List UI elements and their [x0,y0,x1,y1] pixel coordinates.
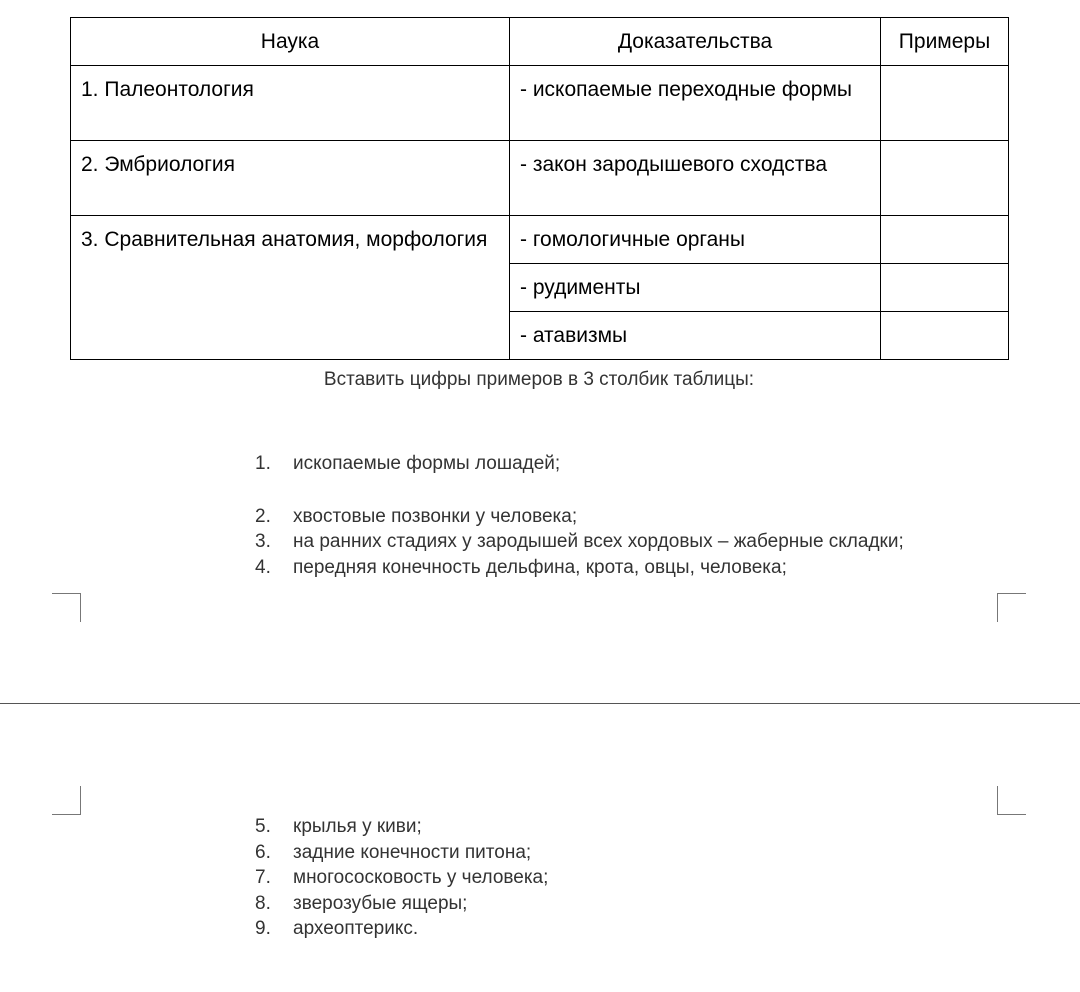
page-corner-mark [52,593,81,622]
evidence-table [70,17,1009,360]
examples-cell[interactable] [881,312,1009,360]
item-text: крылья у киви; [293,816,422,837]
examples-cell[interactable] [881,66,1009,141]
examples-list-page2 [255,814,548,942]
item-number: 1. [255,453,271,474]
item-text: задние конечности питона; [293,841,532,863]
table-row [71,216,1009,264]
examples-cell[interactable] [881,216,1009,264]
item-number: 5. [255,816,271,837]
list-item [255,451,904,477]
header-examples: Примеры [881,18,1009,66]
item-text: ископаемые формы лошадей; [293,453,561,474]
item-text: археоптерикс. [293,918,419,939]
evidence-cell: - закон зародышевого сходства [510,141,881,216]
item-text: зверозубые ящеры; [293,892,468,914]
list-item [255,814,548,840]
item-number: 3. [255,531,271,552]
evidence-cell: - рудименты [510,264,881,312]
item-text: хвостовые позвонки у человека; [293,505,578,527]
table-row [71,141,1009,216]
evidence-cell: - атавизмы [510,312,881,360]
list-item [255,840,548,866]
table-header-row [71,18,1009,66]
item-number: 7. [255,867,271,888]
item-number: 6. [255,841,271,863]
list-item [255,891,548,917]
item-text: многососковость у человека; [293,867,549,888]
table-row [71,66,1009,141]
page-corner-mark [52,786,81,815]
evidence-cell: - ископаемые переходные формы [510,66,881,141]
header-science: Наука [71,18,510,66]
item-text: на ранних стадиях у зародышей всех хордовых – жаберные складки; [293,531,904,552]
item-number: 2. [255,505,271,527]
header-evidence: Доказательства [510,18,881,66]
list-item [255,865,548,891]
science-cell: 2. Эмбриология [71,141,510,216]
page-corner-mark [997,593,1026,622]
list-item [255,529,904,555]
item-number: 9. [255,918,271,939]
instruction-text: Вставить цифры примеров в 3 столбик таблицы: [323,369,755,390]
item-text: передняя конечность дельфина, крота, овцы, человека; [293,556,787,578]
examples-cell[interactable] [881,264,1009,312]
examples-list-page1 [255,451,904,580]
evidence-cell: - гомологичные органы [510,216,881,264]
page-break-line [0,703,1080,704]
list-item [255,555,904,581]
list-item [255,504,904,530]
item-number: 8. [255,892,271,914]
list-item [255,916,548,942]
item-number: 4. [255,556,271,578]
science-cell: 1. Палеонтология [71,66,510,141]
science-cell: 3. Сравнительная анатомия, морфология [71,216,510,360]
page-corner-mark [997,786,1026,815]
examples-cell[interactable] [881,141,1009,216]
